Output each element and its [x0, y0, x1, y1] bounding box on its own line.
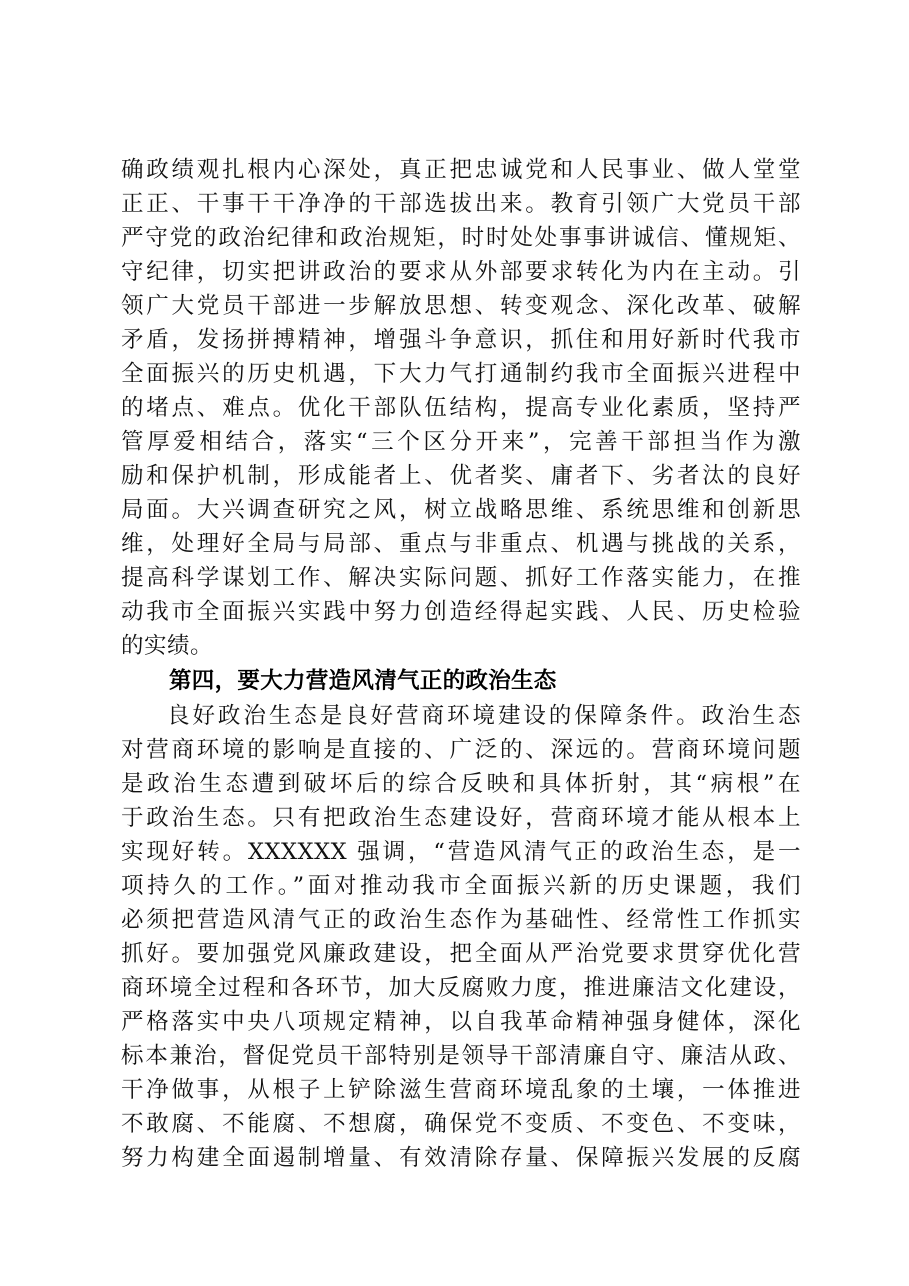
text-line: 抓好。要加强党风廉政建设，把全面从严治党要求贯穿优化营 — [121, 941, 801, 967]
text-line: 矛盾，发扬拼搏精神，增强斗争意识，抓住和用好新时代我市 — [121, 327, 801, 353]
section-heading: 第四，要大力营造风清气正的政治生态 — [169, 668, 557, 694]
text-line: 项持久的工作。”面对推动我市全面振兴新的历史课题，我们 — [121, 873, 801, 899]
text-line: 动我市全面振兴实践中努力创造经得起实践、人民、历史检验 — [121, 599, 801, 625]
text-line: 严格落实中央八项规定精神，以自我革命精神强身健体，深化 — [121, 1009, 801, 1035]
text-line: 标本兼治，督促党员干部特别是领导干部清廉自守、廉洁从政、 — [121, 1043, 801, 1069]
text-line: 维，处理好全局与局部、重点与非重点、机遇与挑战的关系， — [121, 531, 801, 557]
text-line: 提高科学谋划工作、解决实际问题、抓好工作落实能力，在推 — [121, 565, 801, 591]
text-line: 管厚爱相结合，落实“三个区分开来”，完善干部担当作为激 — [121, 429, 801, 455]
text-line: 良好政治生态是良好营商环境建设的保障条件。政治生态 — [167, 703, 801, 729]
text-line: 局面。大兴调查研究之风，树立战略思维、系统思维和创新思 — [121, 497, 801, 523]
text-line: 不敢腐、不能腐、不想腐，确保党不变质、不变色、不变味， — [121, 1111, 801, 1137]
text-line: 严守党的政治纪律和政治规矩，时时处处事事讲诚信、懂规矩、 — [121, 225, 801, 251]
text-line: 是政治生态遭到破坏后的综合反映和具体折射，其“病根”在 — [121, 771, 801, 797]
text-line: 努力构建全面遏制增量、有效清除存量、保障振兴发展的反腐 — [121, 1145, 801, 1171]
text-line: 的实绩。 — [121, 633, 214, 659]
text-line: 守纪律，切实把讲政治的要求从外部要求转化为内在主动。引 — [121, 259, 801, 285]
text-line: 的堵点、难点。优化干部队伍结构，提高专业化素质，坚持严 — [121, 395, 801, 421]
text-line: 全面振兴的历史机遇，下大力气打通制约我市全面振兴进程中 — [121, 361, 801, 387]
text-line: 实现好转。XXXXXX 强调，“营造风清气正的政治生态，是一 — [121, 839, 801, 865]
text-line: 干净做事，从根子上铲除滋生营商环境乱象的土壤，一体推进 — [121, 1077, 801, 1103]
text-line: 对营商环境的影响是直接的、广泛的、深远的。营商环境问题 — [121, 737, 801, 763]
text-line: 于政治生态。只有把政治生态建设好，营商环境才能从根本上 — [121, 805, 801, 831]
text-line: 励和保护机制，形成能者上、优者奖、庸者下、劣者汰的良好 — [121, 463, 801, 489]
text-line: 商环境全过程和各环节，加大反腐败力度，推进廉洁文化建设， — [121, 975, 801, 1001]
text-line: 正正、干事干干净净的干部选拔出来。教育引领广大党员干部 — [121, 191, 801, 217]
text-line: 确政绩观扎根内心深处，真正把忠诚党和人民事业、做人堂堂 — [121, 157, 801, 183]
text-line: 领广大党员干部进一步解放思想、转变观念、深化改革、破解 — [121, 293, 801, 319]
text-line: 必须把营造风清气正的政治生态作为基础性、经常性工作抓实 — [121, 907, 801, 933]
